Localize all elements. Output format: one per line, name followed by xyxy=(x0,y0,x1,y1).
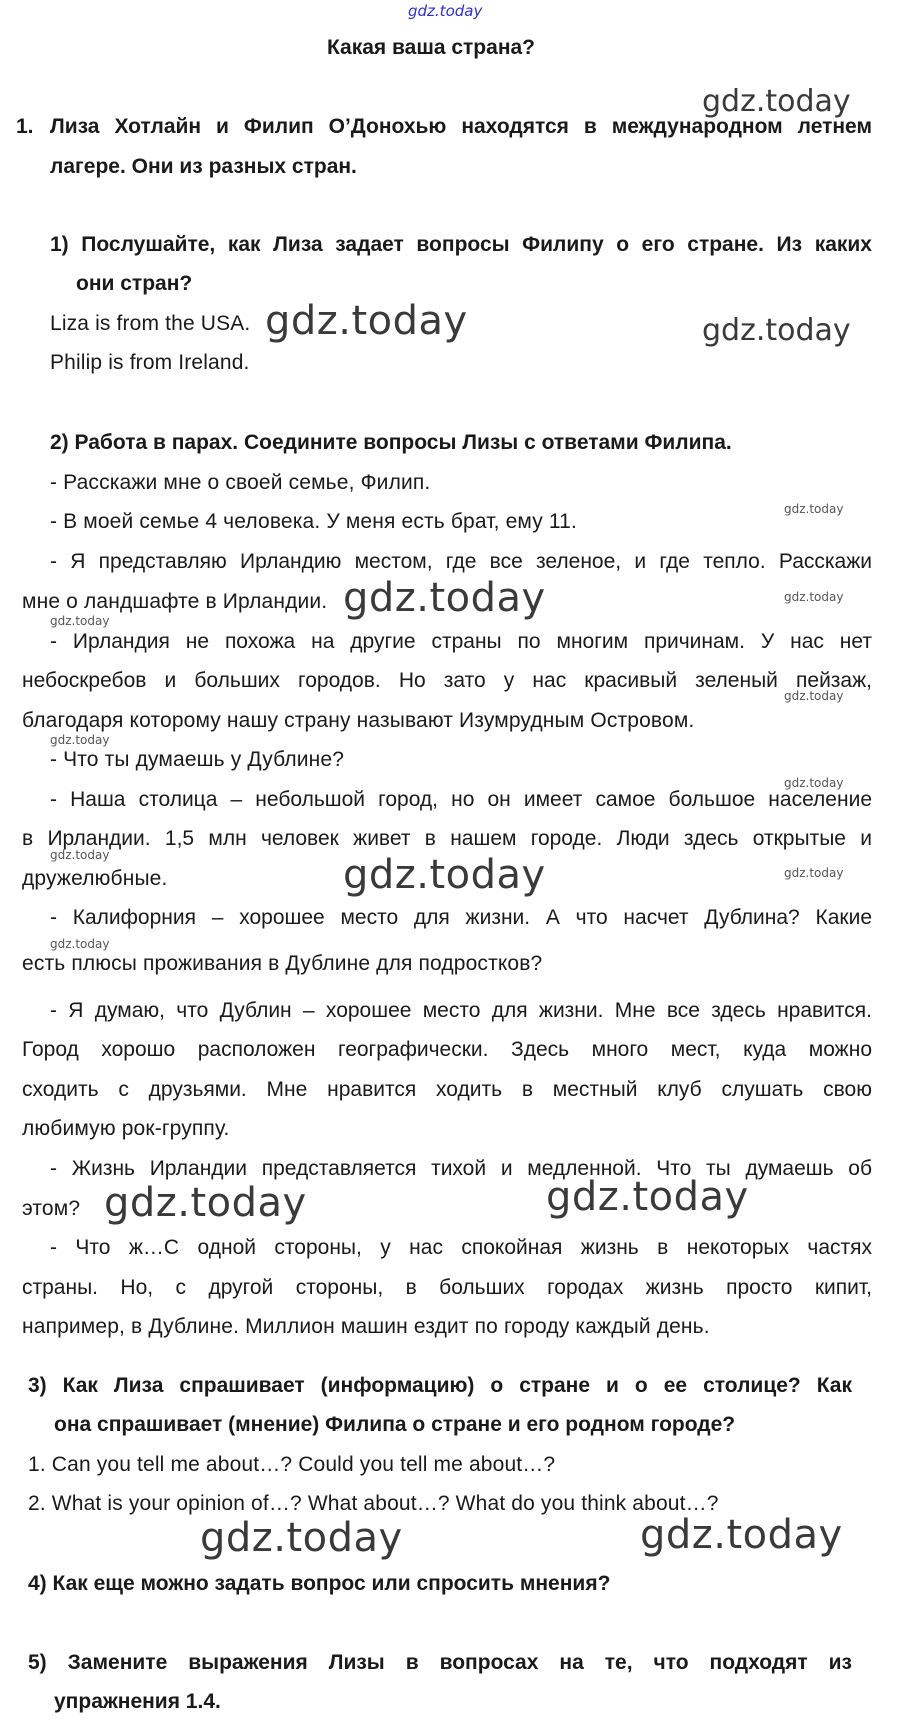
dialog-line: небоскребов и больших городов. Но зато у нас красивый зеленый пейзаж, xyxy=(22,669,872,692)
watermark: gdz.today xyxy=(784,590,844,604)
task-heading-line-2: лагере. Они из разных стран. xyxy=(50,155,357,178)
subtask-3-line-1: 3) Как Лиза спрашивает (информацию) о стране и о ее столице? Как xyxy=(28,1374,852,1397)
watermark: gdz.today xyxy=(784,866,844,880)
subtask-4-heading: 4) Как еще можно задать вопрос или спросить мнения? xyxy=(28,1572,611,1595)
dialog-line: например, в Дублине. Миллион машин ездит по городу каждый день. xyxy=(22,1315,710,1338)
watermark: gdz.today xyxy=(546,1174,749,1220)
watermark: gdz.today xyxy=(104,1180,307,1226)
dialog-line: - Я думаю, что Дублин – хорошее место для жизни. Мне все здесь нравится. xyxy=(50,999,872,1022)
subtask-2-heading: 2) Работа в парах. Соедините вопросы Лизы с ответами Филипа. xyxy=(50,431,732,454)
watermark: gdz.today xyxy=(265,298,468,344)
dialog-line: - Калифорния – хорошее место для жизни. А что насчет Дублина? Какие xyxy=(50,906,872,929)
answer-info-questions: 1. Can you tell me about…? Could you tell me about…? xyxy=(28,1453,556,1476)
answer-philip: Philip is from Ireland. xyxy=(50,351,250,374)
watermark: gdz.today xyxy=(343,575,546,621)
dialog-line: есть плюсы проживания в Дублине для подростков? xyxy=(22,952,543,975)
dialog-line: - Я представляю Ирландию местом, где все зеленое, и где тепло. Расскажи xyxy=(50,550,872,573)
answer-liza: Liza is from the USA. xyxy=(50,312,251,335)
dialog-line: - Что ты думаешь у Дублине? xyxy=(50,748,345,771)
subtask-1-line-2: они стран? xyxy=(76,272,193,295)
dialog-line: - Расскажи мне о своей семье, Филип. xyxy=(50,471,431,494)
watermark: gdz.today xyxy=(784,502,844,516)
watermark: gdz.today xyxy=(50,848,110,862)
dialog-line: любимую рок-группу. xyxy=(22,1117,230,1140)
dialog-line: сходить с друзьями. Мне нравится ходить в местный клуб слушать свою xyxy=(22,1078,872,1101)
subtask-1-line-1: 1) Послушайте, как Лиза задает вопросы Филипу о его стране. Из каких xyxy=(50,233,872,256)
watermark: gdz.today xyxy=(784,776,844,790)
page-title: Какая ваша страна? xyxy=(326,36,536,59)
dialog-line: - В моей семье 4 человека. У меня есть брат, ему 11. xyxy=(50,510,577,533)
subtask-5-line-1: 5) Замените выражения Лизы в вопросах на те, что подходят из xyxy=(28,1651,852,1674)
subtask-3-line-2: она спрашивает (мнение) Филипа о стране и его родном городе? xyxy=(54,1413,736,1436)
dialog-line: в Ирландии. 1,5 млн человек живет в нашем городе. Люди здесь открытые и xyxy=(22,827,872,850)
dialog-line: - Жизнь Ирландии представляется тихой и медленной. Что ты думаешь об xyxy=(50,1157,872,1180)
subtask-5-line-2: упражнения 1.4. xyxy=(54,1690,221,1713)
watermark: gdz.today xyxy=(343,852,546,898)
dialog-line: этом? xyxy=(22,1197,81,1220)
watermark: gdz.today xyxy=(50,733,110,747)
dialog-line: Город хорошо расположен географически. Здесь много мест, куда можно xyxy=(22,1038,872,1061)
task-heading-line-1: Лиза Хотлайн и Филип О’Донохью находятся в международном летнем xyxy=(50,115,872,138)
dialog-line: - Наша столица – небольшой город, но он имеет самое большое население xyxy=(50,788,872,811)
dialog-line: - Ирландия не похожа на другие страны по многим причинам. У нас нет xyxy=(50,630,872,653)
watermark: gdz.today xyxy=(702,313,851,348)
dialog-line: мне о ландшафте в Ирландии. xyxy=(22,590,328,613)
answer-opinion-questions: 2. What is your opinion of…? What about…? What do you think about…? xyxy=(28,1492,719,1515)
dialog-line: дружелюбные. xyxy=(22,867,168,890)
watermark: gdz.today xyxy=(640,1512,843,1558)
watermark-top: gdz.today xyxy=(408,2,483,20)
watermark: gdz.today xyxy=(784,689,844,703)
watermark: gdz.today xyxy=(50,614,110,628)
watermark: gdz.today xyxy=(50,937,110,951)
watermark: gdz.today xyxy=(702,84,851,119)
dialog-line: - Что ж…С одной стороны, у нас спокойная жизнь в некоторых частях xyxy=(50,1236,872,1259)
watermark: gdz.today xyxy=(200,1515,403,1561)
task-number: 1. xyxy=(16,115,34,138)
dialog-line: страны. Но, с другой стороны, в больших городах жизнь просто кипит, xyxy=(22,1276,872,1299)
dialog-line: благодаря которому нашу страну называют Изумрудным Островом. xyxy=(22,709,695,732)
